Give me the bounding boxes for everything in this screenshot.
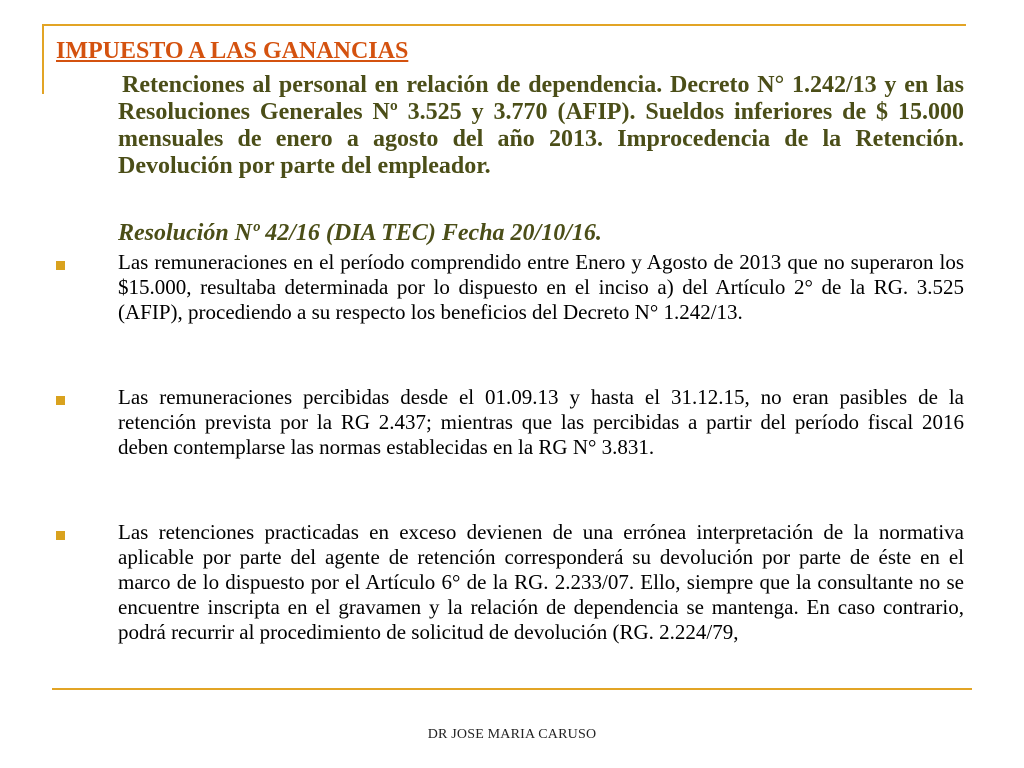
bullet-item xyxy=(56,250,964,325)
slide-title: IMPUESTO A LAS GANANCIAS xyxy=(56,38,409,64)
square-bullet-icon xyxy=(56,396,65,405)
resolution-reference: Resolución Nº 42/16 (DIA TEC) Fecha 20/10/16. xyxy=(118,220,602,246)
left-divider xyxy=(42,24,44,94)
bullet-text: Las remuneraciones percibidas desde el 01.09.13 y hasta el 31.12.15, no eran pasibles de la retención prevista por la RG 2.437; mientras que las percibidas a partir del período fiscal 2016 deben contemplarse las normas establecidas en la RG N° 3.831. xyxy=(118,385,964,459)
bullet-text: Las remuneraciones en el período comprendido entre Enero y Agosto de 2013 que no superaron los $15.000, resultaba determinada por lo dispuesto en el inciso a) del Artículo 2° de la RG. 3.525 (AFIP), procediendo a su respecto los beneficios del Decreto N° 1.242/13. xyxy=(118,250,964,324)
slide-subtitle: Retenciones al personal en relación de dependencia. Decreto N° 1.242/13 y en las Resoluciones Generales Nº 3.525 y 3.770 (AFIP). Sueldos inferiores de $ 15.000 mensuales de enero a agosto del año 2013. Improcedencia de la Retención. Devolución por parte del empleador. xyxy=(118,72,964,179)
bullet-item xyxy=(56,385,964,460)
bottom-divider xyxy=(52,688,972,690)
square-bullet-icon xyxy=(56,531,65,540)
bullet-text: Las retenciones practicadas en exceso devienen de una errónea interpretación de la normativa aplicable por parte del agente de retención corresponderá su devolución por parte de éste en el marco de lo dispuesto por el Artículo 6° de la RG. 2.233/07. Ello, siempre que la consultante no se encuentre inscripta en el gravamen y la relación de dependencia se mantenga. En caso contrario, podrá recurrir al procedimiento de solicitud de devolución (RG. 2.224/79, xyxy=(118,520,964,644)
top-divider xyxy=(42,24,966,26)
bullet-item xyxy=(56,520,964,645)
square-bullet-icon xyxy=(56,261,65,270)
slide-footer: DR JOSE MARIA CARUSO xyxy=(427,727,597,742)
